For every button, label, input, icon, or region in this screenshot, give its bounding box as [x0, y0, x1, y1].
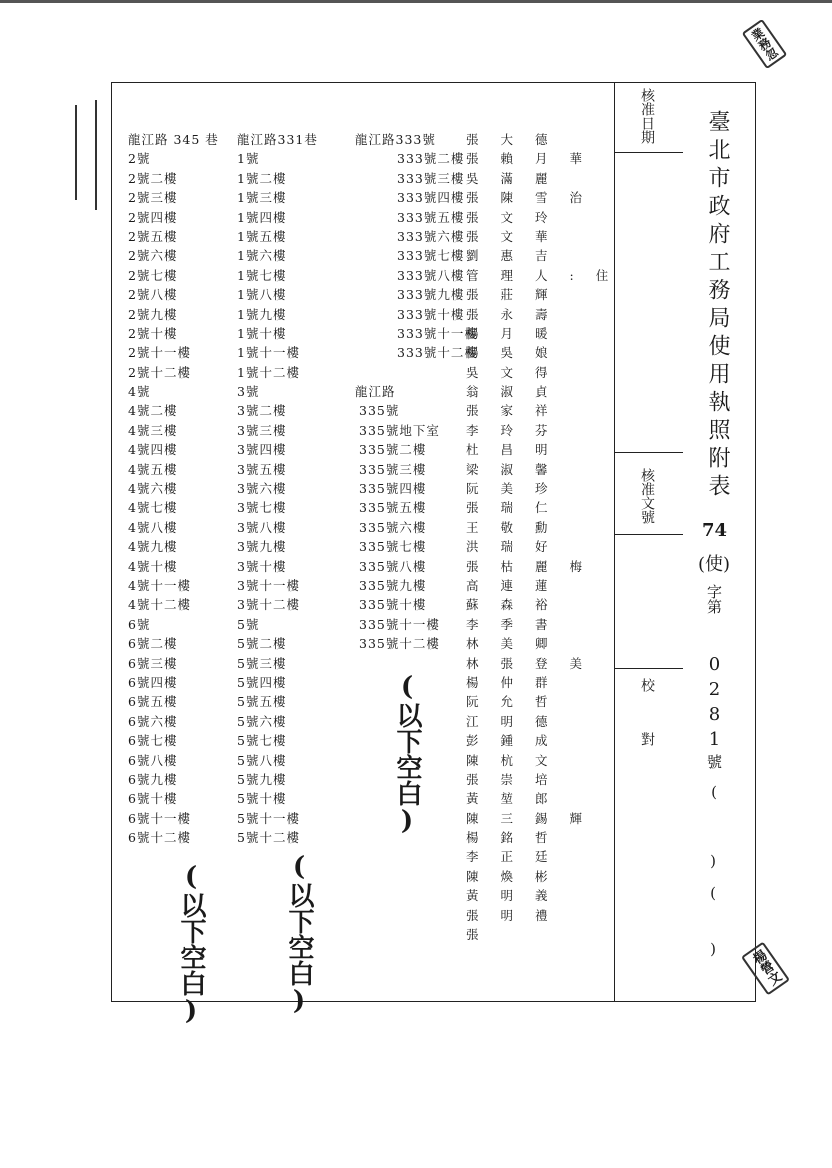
owner-name: 高連蓮	[466, 577, 570, 593]
address-row: 3號八樓	[237, 519, 287, 535]
address-row: 2號三樓	[128, 190, 178, 206]
address-row: 333號五樓	[397, 209, 465, 225]
approval-date-label: 核准日期	[639, 88, 655, 144]
address-row: 335號七樓	[359, 539, 427, 555]
address-row: 2號六樓	[128, 248, 178, 264]
owner-name: 楊月暖	[466, 325, 570, 341]
owner-name: 張陳雪治	[466, 190, 605, 206]
address-row: 3號九樓	[237, 539, 287, 555]
address-row: 6號六樓	[128, 713, 178, 729]
owner-name: 梁淑馨	[466, 461, 570, 477]
address-row: 335號三樓	[359, 461, 427, 477]
address-row: 333號十二樓	[397, 345, 478, 361]
owner-name: 張	[466, 927, 501, 943]
address-row: 3號五樓	[237, 461, 287, 477]
owner-name: 張明禮	[466, 907, 570, 923]
owner-name: 張賴月華	[466, 151, 605, 167]
address-row: 4號	[128, 384, 151, 400]
address-row: 6號五樓	[128, 694, 178, 710]
address-row: 6號三樓	[128, 655, 178, 671]
address-row: 6號	[128, 616, 151, 632]
address-row: 5號三樓	[237, 655, 287, 671]
address-row: 4號三樓	[128, 422, 178, 438]
owner-name: 李玲芬	[466, 422, 570, 438]
address-row: 1號四樓	[237, 209, 287, 225]
address-row: 5號十二樓	[237, 830, 300, 846]
address-row: 3號	[237, 384, 260, 400]
address-row: 1號	[237, 151, 260, 167]
license-word: 字第	[705, 584, 723, 614]
blank-mark-3: (以下空白)	[392, 672, 422, 836]
address-row: 5號九樓	[237, 771, 287, 787]
owner-name: 黃明義	[466, 888, 570, 904]
license-number: 0281	[704, 654, 725, 754]
approval-doc-label: 核准文號	[639, 468, 655, 524]
address-row: 335號六樓	[359, 519, 427, 535]
owner-name: 張崇培	[466, 771, 570, 787]
owner-name: 洪瑞好	[466, 539, 570, 555]
address-row: 1號七樓	[237, 267, 287, 283]
license-close: )(	[704, 852, 722, 916]
address-row: 3號十一樓	[237, 577, 300, 593]
column-header: 龍江路331巷	[237, 132, 318, 147]
owner-name: 林張登美	[466, 655, 605, 671]
address-row: 333號八樓	[397, 267, 465, 283]
address-column-2	[237, 130, 318, 847]
owner-name: 張枯麗梅	[466, 558, 605, 574]
address-row: 5號四樓	[237, 674, 287, 690]
address-row: 2號八樓	[128, 287, 178, 303]
owner-name: 陳三錫輝	[466, 810, 605, 826]
title-column	[682, 82, 754, 1002]
address-row: 5號五樓	[237, 694, 287, 710]
address-row: 1號五樓	[237, 228, 287, 244]
check-label: 校對	[639, 678, 655, 786]
owner-name: 翁淑貞	[466, 384, 570, 400]
address-row: 3號七樓	[237, 500, 287, 516]
address-row: 2號十一樓	[128, 345, 191, 361]
owner-name: 阮美珍	[466, 481, 570, 497]
address-row: 3號六樓	[237, 481, 287, 497]
address-row: 5號十樓	[237, 791, 287, 807]
license-end: )	[704, 940, 722, 958]
address-row: 1號九樓	[237, 306, 287, 322]
owner-name: 楊銘哲	[466, 830, 570, 846]
address-column-3	[355, 130, 478, 654]
address-row: 5號八樓	[237, 752, 287, 768]
address-row: 4號十一樓	[128, 577, 191, 593]
license-type: (使)	[698, 554, 731, 575]
owner-name: 彭鍾成	[466, 733, 570, 749]
owner-name: 吳滿麗	[466, 170, 570, 186]
address-list	[355, 149, 478, 362]
owner-name: 李正廷	[466, 849, 570, 865]
address-row: 4號二樓	[128, 403, 178, 419]
address-row: 3號二樓	[237, 403, 287, 419]
address-row: 4號九樓	[128, 539, 178, 555]
address-row: 2號九樓	[128, 306, 178, 322]
address-row: 4號七樓	[128, 500, 178, 516]
owner-name: 張莊輝	[466, 287, 570, 303]
address-row: 333號十一樓	[397, 325, 478, 341]
blank-mark-1: (以下空白)	[176, 862, 206, 1026]
owner-name: 楊吳娘	[466, 345, 570, 361]
address-row: 333號九樓	[397, 287, 465, 303]
column-header: 龍江路333號	[355, 132, 436, 147]
address-row: 3號十二樓	[237, 597, 300, 613]
address-row: 1號十一樓	[237, 345, 300, 361]
owner-name: 張文華	[466, 228, 570, 244]
form-title: 臺北市政府工務局使用執照附表	[705, 110, 730, 502]
address-row: 335號十二樓	[359, 636, 440, 652]
license-suffix: 號(	[705, 754, 723, 815]
address-row: 335號二樓	[359, 442, 427, 458]
address-row: 333號六樓	[397, 228, 465, 244]
address-row: 4號十樓	[128, 558, 178, 574]
address-row: 2號四樓	[128, 209, 178, 225]
address-row: 5號七樓	[237, 733, 287, 749]
owner-name: 張大德	[466, 132, 570, 147]
owner-name: 陳煥彬	[466, 868, 570, 884]
owner-name: 張家祥	[466, 403, 570, 419]
address-row: 335號地下室	[359, 422, 440, 438]
address-row: 4號四樓	[128, 442, 178, 458]
address-row: 1號十樓	[237, 325, 287, 341]
address-column-1	[128, 130, 219, 847]
address-row: 335號十樓	[359, 597, 427, 613]
address-row: 1號二樓	[237, 170, 287, 186]
address-row: 333號二樓	[397, 151, 465, 167]
address-row: 2號五樓	[128, 228, 178, 244]
address-row: 335號十一樓	[359, 616, 440, 632]
address-row: 335號五樓	[359, 500, 427, 516]
address-row: 5號	[237, 616, 260, 632]
column-subheader: 龍江路	[355, 384, 396, 400]
column-header: 龍江路 345 巷	[128, 132, 219, 147]
address-row: 6號十一樓	[128, 810, 191, 826]
address-row: 2號十二樓	[128, 364, 191, 380]
owner-name: 張瑞仁	[466, 500, 570, 516]
address-row: 4號六樓	[128, 481, 178, 497]
owner-name: 江明德	[466, 713, 570, 729]
address-row: 2號十樓	[128, 325, 178, 341]
owner-name: 張文玲	[466, 209, 570, 225]
address-row: 335號八樓	[359, 558, 427, 574]
address-row: 333號三樓	[397, 170, 465, 186]
address-row: 4號五樓	[128, 461, 178, 477]
address-row: 3號三樓	[237, 422, 287, 438]
seal-stamp-top: 業務忽	[742, 19, 788, 69]
address-row: 2號二樓	[128, 170, 178, 186]
address-list	[355, 401, 478, 653]
address-list	[237, 149, 318, 847]
address-row: 3號十樓	[237, 558, 287, 574]
address-row: 5號二樓	[237, 636, 287, 652]
address-row: 333號十樓	[397, 306, 465, 322]
owner-name: 管理人:住	[466, 267, 631, 283]
address-row: 6號十樓	[128, 791, 178, 807]
address-row: 5號六樓	[237, 713, 287, 729]
owner-name: 黃堃郎	[466, 791, 570, 807]
owner-name: 吳文得	[466, 364, 570, 380]
seal-stamp-bottom: 楊營文	[741, 942, 790, 996]
address-row: 6號八樓	[128, 752, 178, 768]
owner-name: 王敬勳	[466, 519, 570, 535]
address-row: 335號四樓	[359, 481, 427, 497]
blank-mark-2: (以下空白)	[284, 852, 314, 1016]
address-row: 6號七樓	[128, 733, 178, 749]
address-row: 3號四樓	[237, 442, 287, 458]
address-row: 4號八樓	[128, 519, 178, 535]
owner-name: 李季書	[466, 616, 570, 632]
address-row: 335號九樓	[359, 577, 427, 593]
address-row: 5號十一樓	[237, 810, 300, 826]
address-row: 4號十二樓	[128, 597, 191, 613]
address-row: 1號六樓	[237, 248, 287, 264]
address-row: 333號四樓	[397, 190, 465, 206]
owner-name: 蘇森裕	[466, 597, 570, 613]
owner-name: 劉惠吉	[466, 248, 570, 264]
address-row: 6號二樓	[128, 636, 178, 652]
address-row: 333號七樓	[397, 248, 465, 264]
owner-name: 林美卿	[466, 636, 570, 652]
owner-name: 陳杭文	[466, 752, 570, 768]
owner-name: 杜昌明	[466, 442, 570, 458]
address-row: 6號四樓	[128, 674, 178, 690]
address-row: 1號三樓	[237, 190, 287, 206]
scan-edge	[0, 0, 832, 3]
address-row: 2號七樓	[128, 267, 178, 283]
scan-mark	[75, 105, 77, 200]
address-row: 1號十二樓	[237, 364, 300, 380]
owner-name-list	[466, 130, 630, 944]
owner-name: 張永壽	[466, 306, 570, 322]
address-list	[128, 149, 219, 847]
address-row: 6號九樓	[128, 771, 178, 787]
address-row: 335號	[359, 403, 400, 419]
address-row: 2號	[128, 151, 151, 167]
address-row: 1號八樓	[237, 287, 287, 303]
scan-mark	[95, 100, 97, 210]
owner-name: 阮允哲	[466, 694, 570, 710]
address-row: 6號十二樓	[128, 830, 191, 846]
license-year: 74	[702, 520, 728, 541]
owner-name: 楊仲群	[466, 674, 570, 690]
